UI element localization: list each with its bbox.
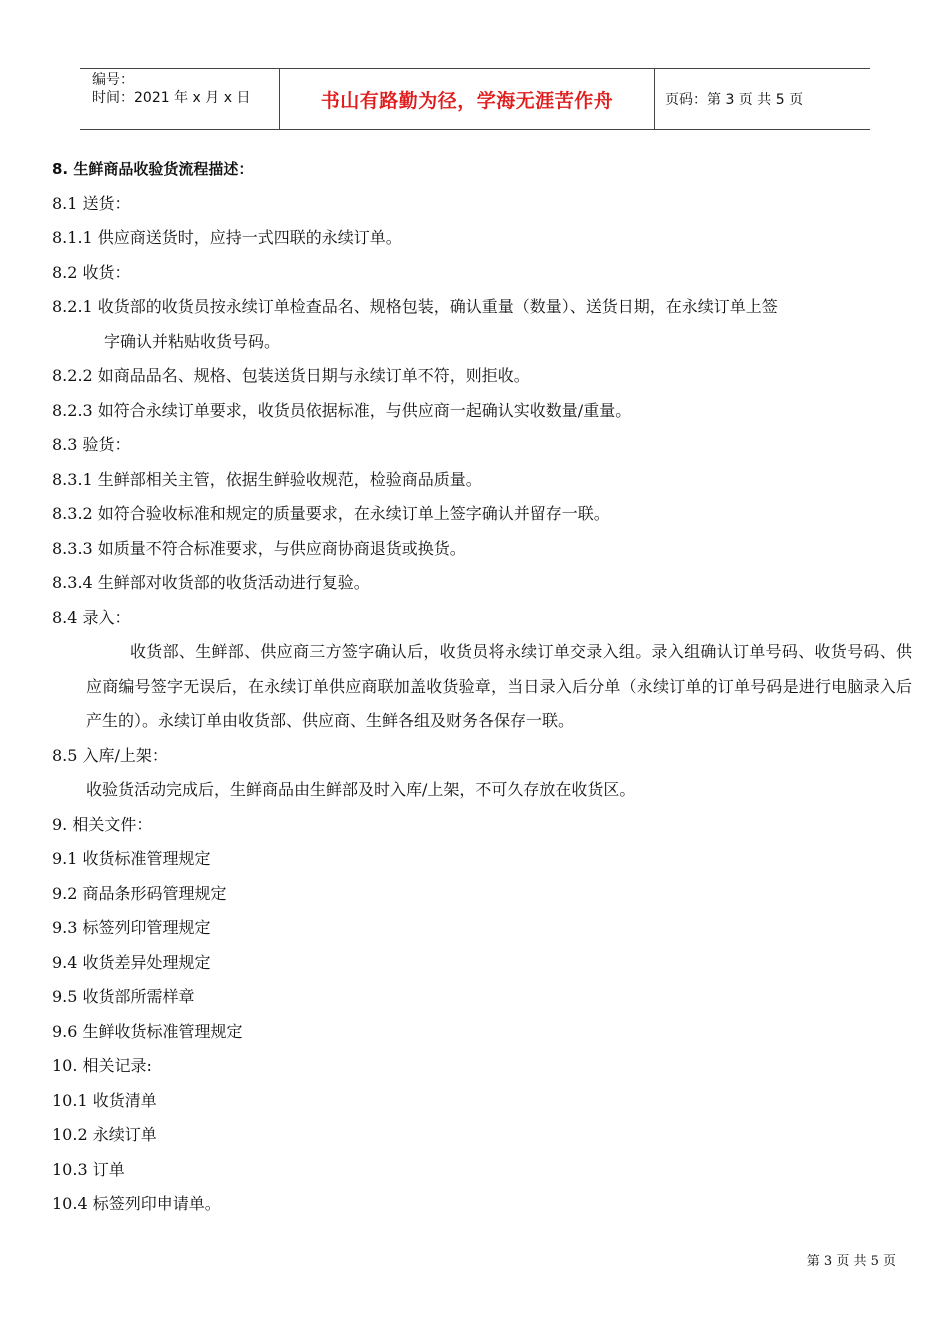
section-item: 8.1.1 供应商送货时，应持一式四联的永续订单。	[52, 228, 402, 247]
section-item-continued: 字确认并粘贴收货号码。	[104, 331, 281, 351]
date-label: 时间：2021 年 x 月 x 日	[92, 90, 251, 106]
section-heading: 8.2 收货：	[52, 262, 131, 282]
header-meta	[80, 69, 280, 129]
list-item: 10.4 标签列印申请单。	[52, 1194, 221, 1213]
list-item: 9.1 收货标准管理规定	[52, 849, 211, 868]
list-item: 10.3 订单	[52, 1159, 125, 1179]
list-item: 10.1 收货清单	[52, 1090, 157, 1110]
section-item: 8.2.3 如符合永续订单要求，收货员依据标准，与供应商一起确认实收数量/重量。	[52, 400, 632, 420]
section-paragraph: 收验货活动完成后，生鲜商品由生鲜部及时入库/上架，不可久存放在收货区。	[86, 780, 636, 799]
list-item: 9.2 商品条形码管理规定	[52, 883, 227, 903]
list-item: 9.6 生鲜收货标准管理规定	[52, 1021, 243, 1041]
section-heading: 8.4 录入：	[52, 607, 131, 627]
list-item: 9.4 收货差异处理规定	[52, 952, 211, 972]
page-header	[80, 68, 870, 130]
list-item: 9.3 标签列印管理规定	[52, 918, 211, 937]
code-label: 编号：	[92, 72, 134, 88]
section-paragraph	[52, 635, 912, 739]
section-heading: 8.3 验货：	[52, 435, 131, 454]
section-heading: 10. 相关记录:	[52, 1056, 152, 1075]
section-item: 8.2.1 收货部的收货员按永续订单检查品名、规格包装，确认重量（数量）、送货日期，在永续订单上签	[52, 297, 778, 316]
header-motto: 书山有路勤为径，学海无涯苦作舟	[280, 69, 655, 129]
section-heading: 8.5 入库/上架：	[52, 745, 168, 765]
section-item: 8.2.2 如商品品名、规格、包装送货日期与永续订单不符，则拒收。	[52, 366, 530, 385]
document-body	[52, 152, 912, 1222]
section-item: 8.3.1 生鲜部相关主管，依据生鲜验收规范，检验商品质量。	[52, 469, 482, 489]
list-item: 10.2 永续订单	[52, 1125, 157, 1144]
list-item: 9.5 收货部所需样章	[52, 987, 195, 1006]
section-item: 8.3.4 生鲜部对收货部的收货活动进行复验。	[52, 573, 370, 592]
section-heading: 9. 相关文件：	[52, 814, 153, 834]
section-item: 8.3.3 如质量不符合标准要求，与供应商协商退货或换货。	[52, 538, 466, 558]
section-heading: 8.1 送货：	[52, 193, 131, 213]
paragraph-text: 收货部、生鲜部、供应商三方签字确认后，收货员将永续订单交录入组。录入组确认订单号码、收货号码、供应商编号签字无误后，在永续订单供应商联加盖收货验章，当日录入后分单（永续订单的订单号码是进行电脑录入后产生的）。永续订单由收货部、供应商、生鲜各组及财务各保存一联。	[86, 642, 912, 730]
header-page-label: 页码：第 3 页 共 5 页	[665, 92, 804, 108]
section-title: 8. 生鲜商品收验货流程描述：	[52, 160, 254, 178]
page-footer: 第 3 页 共 5 页	[806, 1254, 896, 1269]
section-item: 8.3.2 如符合验收标准和规定的质量要求，在永续订单上签字确认并留存一联。	[52, 504, 610, 523]
